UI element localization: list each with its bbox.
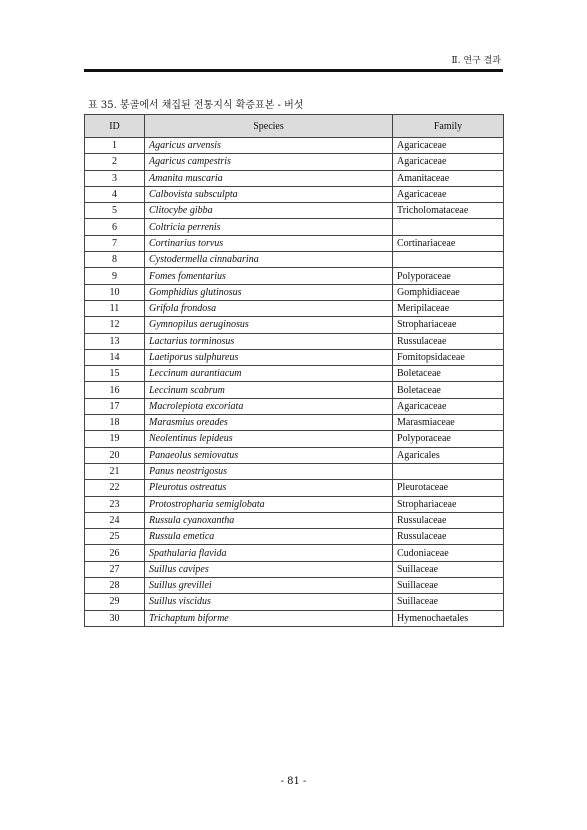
id-cell: 22: [85, 480, 145, 496]
family-cell: Russulaceae: [393, 512, 504, 528]
table-row: [85, 186, 504, 202]
species-cell: Gymnopilus aeruginosus: [145, 317, 393, 333]
family-cell: Strophariaceae: [393, 317, 504, 333]
table-row: [85, 333, 504, 349]
specimen-table: [84, 114, 504, 627]
id-cell: 20: [85, 447, 145, 463]
species-cell: Russula emetica: [145, 529, 393, 545]
family-cell: Meripilaceae: [393, 300, 504, 316]
table-row: [85, 203, 504, 219]
species-cell: Macrolepiota excoriata: [145, 398, 393, 414]
species-cell: Protostropharia semiglobata: [145, 496, 393, 512]
species-cell: Panus neostrigosus: [145, 463, 393, 479]
table-row: [85, 545, 504, 561]
family-cell: Suillaceae: [393, 561, 504, 577]
id-cell: 1: [85, 138, 145, 154]
species-cell: Lactarius torminosus: [145, 333, 393, 349]
species-cell: Suillus cavipes: [145, 561, 393, 577]
table-row: [85, 480, 504, 496]
species-cell: Russula cyanoxantha: [145, 512, 393, 528]
species-cell: Neolentinus lepideus: [145, 431, 393, 447]
family-cell: Cudoniaceae: [393, 545, 504, 561]
species-cell: Gomphidius glutinosus: [145, 284, 393, 300]
table-row: [85, 252, 504, 268]
family-cell: Agaricaceae: [393, 154, 504, 170]
family-cell: Polyporaceae: [393, 268, 504, 284]
family-cell: Amanitaceae: [393, 170, 504, 186]
family-cell: Marasmiaceae: [393, 415, 504, 431]
family-cell: Russulaceae: [393, 529, 504, 545]
id-cell: 23: [85, 496, 145, 512]
species-cell: Suillus grevillei: [145, 578, 393, 594]
id-cell: 27: [85, 561, 145, 577]
family-cell: Boletaceae: [393, 366, 504, 382]
family-cell: Suillaceae: [393, 578, 504, 594]
family-cell: Agaricaceae: [393, 398, 504, 414]
table-row: [85, 300, 504, 316]
id-cell: 18: [85, 415, 145, 431]
table-row: [85, 447, 504, 463]
species-cell: Leccinum aurantiacum: [145, 366, 393, 382]
family-cell: Agaricaceae: [393, 186, 504, 202]
family-cell: Polyporaceae: [393, 431, 504, 447]
species-cell: Agaricus campestris: [145, 154, 393, 170]
species-cell: Suillus viscidus: [145, 594, 393, 610]
column-header-species: Species: [145, 115, 393, 138]
species-cell: Clitocybe gibba: [145, 203, 393, 219]
species-cell: Fomes fomentarius: [145, 268, 393, 284]
table-row: [85, 382, 504, 398]
table-row: [85, 268, 504, 284]
id-cell: 9: [85, 268, 145, 284]
species-cell: Marasmius oreades: [145, 415, 393, 431]
id-cell: 4: [85, 186, 145, 202]
table-row: [85, 512, 504, 528]
id-cell: 15: [85, 366, 145, 382]
family-cell: Agaricales: [393, 447, 504, 463]
table-row: [85, 349, 504, 365]
family-cell: Fomitopsidaceae: [393, 349, 504, 365]
column-header-id: ID: [85, 115, 145, 138]
family-cell: Russulaceae: [393, 333, 504, 349]
table-row: [85, 463, 504, 479]
table-row: [85, 594, 504, 610]
id-cell: 5: [85, 203, 145, 219]
family-cell: [393, 252, 504, 268]
id-cell: 28: [85, 578, 145, 594]
id-cell: 30: [85, 610, 145, 626]
table-row: [85, 235, 504, 251]
species-cell: Pleurotus ostreatus: [145, 480, 393, 496]
family-cell: Agaricaceae: [393, 138, 504, 154]
id-cell: 3: [85, 170, 145, 186]
id-cell: 16: [85, 382, 145, 398]
family-cell: Hymenochaetales: [393, 610, 504, 626]
table-row: [85, 284, 504, 300]
table-row: [85, 431, 504, 447]
family-cell: Cortinariaceae: [393, 235, 504, 251]
id-cell: 6: [85, 219, 145, 235]
id-cell: 2: [85, 154, 145, 170]
family-cell: Suillaceae: [393, 594, 504, 610]
id-cell: 29: [85, 594, 145, 610]
species-cell: Leccinum scabrum: [145, 382, 393, 398]
family-cell: Tricholomataceae: [393, 203, 504, 219]
section-header: Ⅱ. 연구 결과: [451, 56, 501, 66]
table-row: [85, 366, 504, 382]
family-cell: Strophariaceae: [393, 496, 504, 512]
species-cell: Cortinarius torvus: [145, 235, 393, 251]
table-row: [85, 561, 504, 577]
id-cell: 10: [85, 284, 145, 300]
species-cell: Coltricia perrenis: [145, 219, 393, 235]
family-cell: [393, 463, 504, 479]
table-body: [85, 138, 504, 627]
header-rule: [84, 69, 503, 72]
id-cell: 24: [85, 512, 145, 528]
family-cell: Gomphidiaceae: [393, 284, 504, 300]
table-header-row: [85, 115, 504, 138]
table-row: [85, 138, 504, 154]
table-caption: 표 35. 봉골에서 채집된 전통지식 확증표본 - 버섯: [88, 100, 304, 111]
species-cell: Cystodermella cinnabarina: [145, 252, 393, 268]
id-cell: 8: [85, 252, 145, 268]
id-cell: 14: [85, 349, 145, 365]
family-cell: Pleurotaceae: [393, 480, 504, 496]
table-row: [85, 529, 504, 545]
table-row: [85, 610, 504, 626]
table-row: [85, 578, 504, 594]
id-cell: 21: [85, 463, 145, 479]
id-cell: 25: [85, 529, 145, 545]
species-cell: Spathularia flavida: [145, 545, 393, 561]
species-cell: Trichaptum biforme: [145, 610, 393, 626]
species-cell: Panaeolus semiovatus: [145, 447, 393, 463]
table-row: [85, 154, 504, 170]
family-cell: Boletaceae: [393, 382, 504, 398]
table-row: [85, 496, 504, 512]
table-row: [85, 415, 504, 431]
id-cell: 7: [85, 235, 145, 251]
table-row: [85, 398, 504, 414]
id-cell: 13: [85, 333, 145, 349]
page-number: - 81 -: [280, 776, 307, 787]
id-cell: 12: [85, 317, 145, 333]
table-row: [85, 219, 504, 235]
species-cell: Grifola frondosa: [145, 300, 393, 316]
species-cell: Agaricus arvensis: [145, 138, 393, 154]
species-cell: Amanita muscaria: [145, 170, 393, 186]
id-cell: 19: [85, 431, 145, 447]
table-row: [85, 317, 504, 333]
column-header-family: Family: [393, 115, 504, 138]
family-cell: [393, 219, 504, 235]
species-cell: Calbovista subsculpta: [145, 186, 393, 202]
id-cell: 17: [85, 398, 145, 414]
table-row: [85, 170, 504, 186]
species-cell: Laetiporus sulphureus: [145, 349, 393, 365]
id-cell: 26: [85, 545, 145, 561]
id-cell: 11: [85, 300, 145, 316]
